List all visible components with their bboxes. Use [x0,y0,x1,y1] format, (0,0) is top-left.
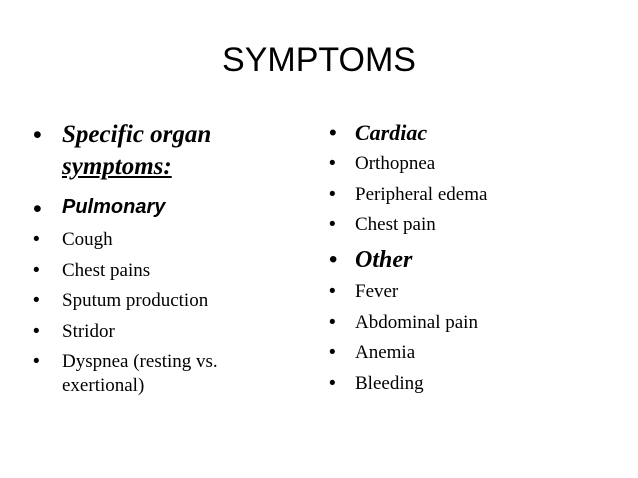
cardiac-label: Cardiac [355,120,428,145]
left-heading-cont [62,152,172,182]
left-heading-line2: symptoms: [62,153,172,180]
right-item-text: Peripheral edema [355,184,488,205]
left-item-text: Stridor [62,321,115,342]
bullet-dot: • [329,342,336,363]
bullet-dot: • [33,260,40,281]
right-item-text: Orthopnea [355,153,436,174]
bullet-dot: • [329,120,337,145]
left-item-text: Dyspnea (resting vs. [62,351,218,372]
bullet-dot: • [33,195,42,223]
right-item-text: Chest pain [355,214,436,235]
bullet-dot: • [329,184,336,205]
bullet-dot: • [33,121,42,149]
bullet-dot: • [33,229,40,250]
bullet-dot: • [33,290,40,311]
bullet-dot: • [329,312,336,333]
left-list-item-cont [62,374,144,398]
right-item-text: Fever [355,281,399,302]
right-item-text: Abdominal pain [355,312,478,333]
pulmonary-label: Pulmonary [62,196,166,218]
left-item-text: Chest pains [62,260,151,281]
left-heading-line1: Specific organ [62,121,212,148]
right-item-text: Anemia [355,342,416,363]
bullet-dot: • [329,281,336,302]
bullet-dot: • [33,321,40,342]
left-item-text: exertional) [62,375,145,396]
bullet-dot: • [329,153,336,174]
left-item-text: Sputum production [62,290,209,311]
left-item-text: Cough [62,229,113,250]
bullet-dot: • [329,246,338,273]
bullet-dot: • [329,373,336,394]
bullet-dot: • [329,214,336,235]
other-label: Other [355,247,413,273]
bullet-dot: • [33,351,40,372]
right-item-text: Bleeding [355,373,424,394]
slide-title: SYMPTOMS [222,41,416,79]
